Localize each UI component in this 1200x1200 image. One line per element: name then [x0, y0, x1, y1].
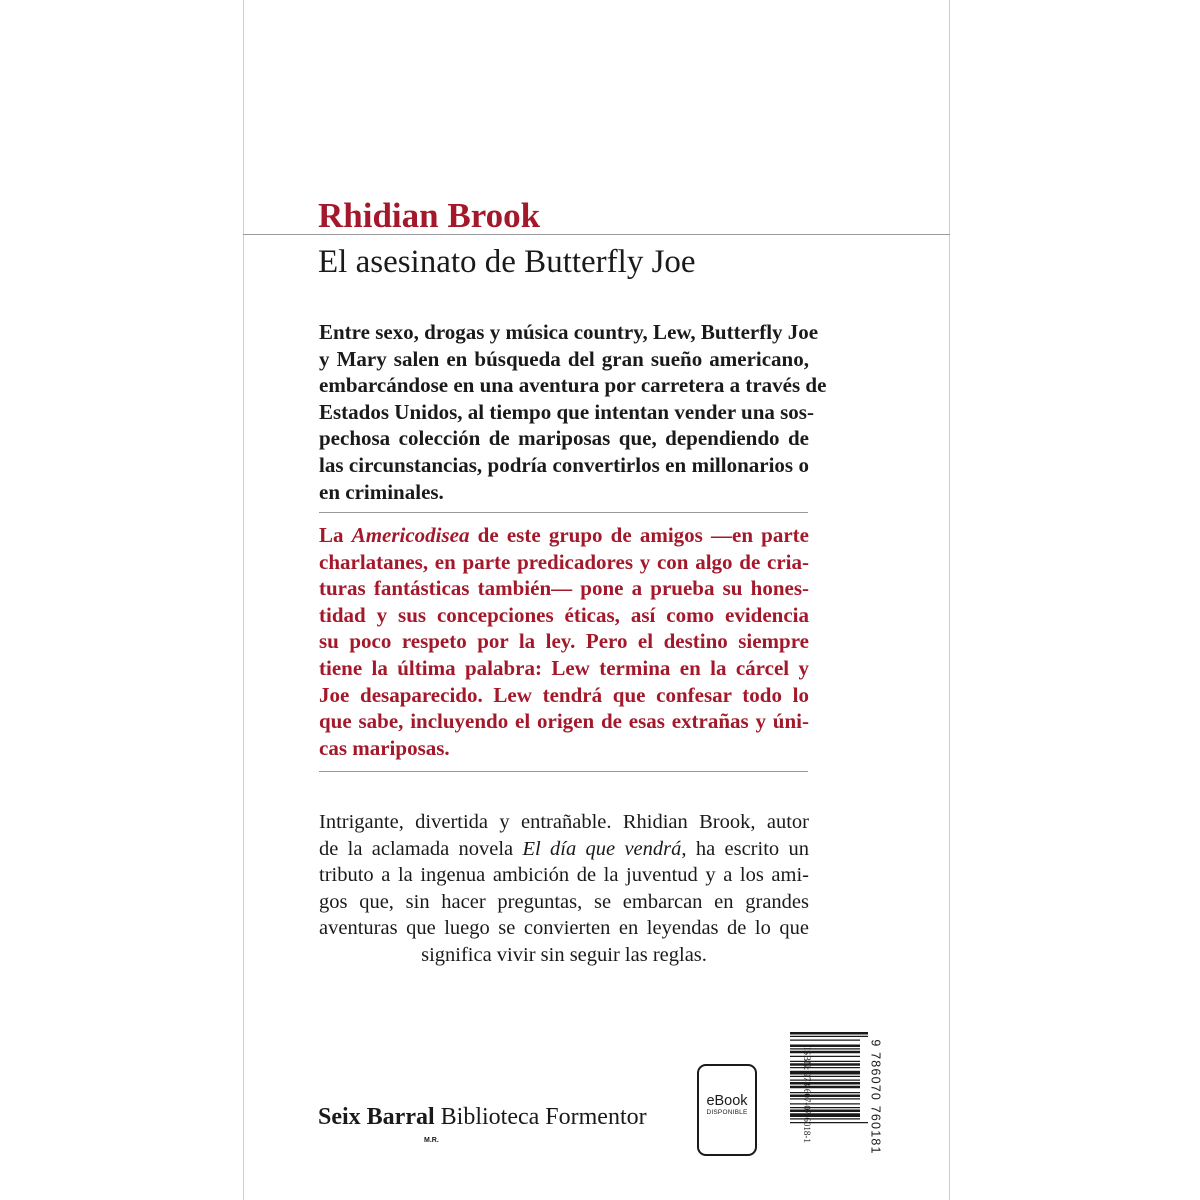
- synopsis-line: Estados Unidos, al tiempo que intentan vender una sos-: [319, 399, 814, 424]
- highlight-line: tiene la última palabra: Lew termina en la cárcel y: [319, 655, 809, 680]
- highlight-line: [319, 522, 809, 549]
- review-line: [319, 836, 809, 863]
- barcode-bar: [790, 1110, 860, 1113]
- section-divider: [319, 512, 808, 513]
- review-italic: El día que vendrá: [522, 837, 682, 860]
- barcode-bar: [790, 1098, 860, 1099]
- publisher-imprint: [318, 1104, 647, 1131]
- highlight-line: que sabe, incluyendo el origen de esas extrañas y úni-: [319, 709, 809, 734]
- highlight-line: turas fantásticas también— pone a prueba su hones-: [319, 576, 809, 601]
- synopsis-line: embarcándose en una aventura por carretera a través de: [319, 373, 827, 398]
- barcode-bar: [790, 1061, 860, 1062]
- ebook-label: eBook: [706, 1093, 748, 1109]
- barcode-bar: [790, 1107, 860, 1108]
- highlight-line: tidad y sus concepciones éticas, así como evidencia: [319, 602, 809, 627]
- barcode-digits: 9 786070 760181: [868, 1039, 883, 1155]
- publisher-collection: Biblioteca Formentor: [434, 1104, 647, 1130]
- highlight-line: cas mariposas.: [319, 735, 450, 760]
- barcode-bar: [790, 1103, 860, 1104]
- synopsis-line: pechosa colección de mariposas que, dependiendo de: [319, 426, 809, 451]
- barcode-bar: [790, 1036, 868, 1037]
- publisher-brand: Seix Barral: [318, 1104, 435, 1130]
- barcode-bar: [790, 1051, 860, 1054]
- barcode-bar: [790, 1082, 860, 1085]
- review-paragraph: [319, 809, 809, 968]
- synopsis-line: Entre sexo, drogas y música country, Lew, Butterfly Joe: [319, 320, 819, 344]
- ebook-badge: [697, 1064, 757, 1156]
- review-prefix: de la aclamada novela: [319, 837, 523, 860]
- barcode-bar: [790, 1056, 860, 1057]
- barcode-bar: [790, 1076, 860, 1077]
- review-suffix: , ha escrito un: [681, 837, 809, 860]
- synopsis-line: y Mary salen en búsqueda del gran sueño americano,: [319, 346, 809, 371]
- barcode-bar: [790, 1040, 860, 1041]
- highlight-suffix: de este grupo de amigos —en parte: [469, 523, 809, 547]
- highlight-italic: Americodisea: [351, 523, 470, 547]
- barcode-bar: [790, 1080, 860, 1081]
- ebook-sub: DISPONIBLE: [706, 1109, 748, 1116]
- registered-mark: M.R.: [424, 1137, 439, 1144]
- review-line: aventuras que luego se convierten en leyendas de lo que: [319, 917, 809, 939]
- review-line: tributo a la ingenua ambición de la juventud y a los ami-: [319, 864, 809, 886]
- highlight-line: charlatanes, en parte predicadores y con algo de cria-: [319, 549, 809, 574]
- barcode-bar: [790, 1113, 860, 1117]
- synopsis-line: las circunstancias, podría convertirlos en millonarios o: [319, 452, 809, 477]
- highlight-line: Joe desaparecido. Lew tendrá que confesar todo lo: [319, 682, 809, 707]
- barcode-bar: [790, 1086, 860, 1089]
- barcode-bar: [790, 1071, 860, 1075]
- barcode-bar: [790, 1118, 860, 1119]
- synopsis-line: en criminales.: [319, 479, 444, 504]
- barcode-bar: [790, 1095, 860, 1098]
- author-name: Rhidian Brook: [318, 196, 541, 235]
- barcode-bar: [790, 1032, 868, 1035]
- barcode-bar: [790, 1092, 860, 1093]
- review-line: gos que, sin hacer preguntas, se embarcan en grandes: [319, 890, 809, 913]
- synopsis-paragraph: [319, 319, 827, 505]
- review-line: significa vivir sin seguir las reglas.: [421, 943, 707, 966]
- barcode-bar: [790, 1122, 868, 1123]
- section-divider: [319, 771, 808, 772]
- highlight-line: su poco respeto por la ley. Pero el destino siempre: [319, 629, 809, 654]
- highlight-paragraph: [319, 522, 809, 761]
- review-line: Intrigante, divertida y entrañable. Rhidian Brook, autor: [319, 811, 809, 833]
- highlight-prefix: La: [319, 523, 352, 547]
- book-title: El asesinato de Butterfly Joe: [318, 244, 696, 280]
- barcode-bar: [790, 1048, 860, 1049]
- barcode-bar: [790, 1063, 860, 1066]
- barcode-bar: [790, 1045, 860, 1048]
- barcode-bar: [790, 1067, 860, 1068]
